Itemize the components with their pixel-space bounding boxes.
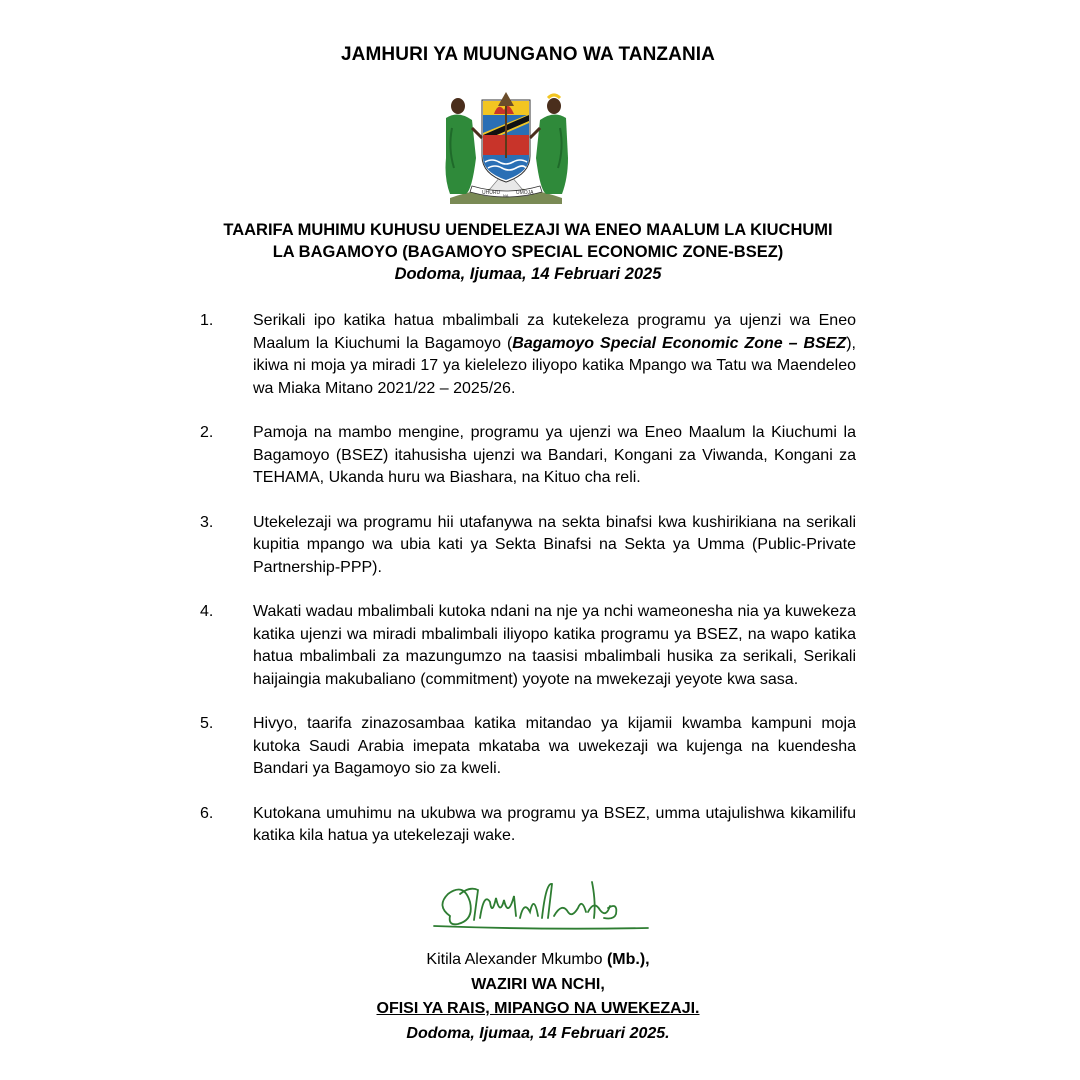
- handwritten-signature: [430, 872, 652, 944]
- item-number: 6.: [200, 804, 214, 822]
- country-heading: JAMHURI YA MUUNGANO WA TANZANIA: [341, 44, 715, 65]
- item-text-end: ), ikiwa ni moja ya miradi 17 ya kielelezo iliyopo katika Mpango wa Tatu wa Maendeleo wa Miaka Mitano 2021/22 – 2025/26.: [253, 334, 856, 397]
- item-number: 2.: [200, 424, 214, 441]
- signatory-date: Dodoma, Ijumaa, 14 Februari 2025.: [406, 1024, 670, 1042]
- item-number: 5.: [200, 715, 214, 732]
- item-text: [253, 310, 856, 400]
- emblem-motto-2: NA: [503, 193, 509, 198]
- item-number: 1.: [200, 312, 214, 329]
- item-text: Utekelezaji wa programu hii utafanywa na sekta binafsi kwa kushirikiana na serikali kupitia mpango wa ubia kati ya Sekta Binafsi na Sekta ya Umma (Public-Private Partnership-PPP).: [253, 513, 856, 576]
- statement-title: [0, 219, 1056, 285]
- statement-list: [200, 310, 856, 870]
- list-item: [200, 713, 856, 781]
- item-number: 3.: [200, 513, 214, 531]
- signatory-name: Kitila Alexander Mkumbo: [426, 951, 603, 968]
- list-item: [200, 310, 856, 400]
- signatory-office: OFISI YA RAIS, MIPANGO NA UWEKEZAJI.: [376, 1000, 700, 1017]
- item-number: 4.: [200, 603, 214, 620]
- emblem-motto-3: UMOJA: [516, 190, 534, 196]
- signature-block: [300, 948, 776, 1046]
- list-item: [200, 512, 856, 580]
- signatory-position: WAZIRI WA NCHI,: [471, 975, 605, 993]
- item-text: Wakati wadau mbalimbali kutoka ndani na nje ya nchi wameonesha nia ya kuwekeza katika ujenzi wa miradi mbalimbali iliyopo katika programu ya BSEZ, na wapo katika hatua mbalimbali za mazungumzo na taasisi mbalimbali husika za serikali, Serikali haijaingia makubaliano (commitment) yoyote na mwekezaji yeyote kwa sasa.: [253, 603, 856, 688]
- title-line-2: LA BAGAMOYO (BAGAMOYO SPECIAL ECONOMIC ZONE-BSEZ): [272, 243, 784, 261]
- emblem-motto-1: UHURU: [482, 190, 501, 196]
- list-item: [200, 803, 856, 848]
- list-item: [200, 422, 856, 490]
- signatory-name-line: [300, 948, 776, 973]
- item-text: Kutokana umuhimu na ukubwa wa programu ya BSEZ, umma utajulishwa kikamilifu katika kila hatua ya utekelezaji wake.: [253, 804, 856, 844]
- item-text: Pamoja na mambo mengine, programu ya ujenzi wa Eneo Maalum la Kiuchumi la Bagamoyo (BSEZ) itahusisha ujenzi wa Bandari, Kongani za Viwanda, Kongani za TEHAMA, Ukanda huru wa Biashara, na Kituo cha reli.: [253, 424, 856, 486]
- title-line-1: TAARIFA MUHIMU KUHUSU UENDELEZAJI WA ENEO MAALUM LA KIUCHUMI: [223, 221, 833, 239]
- coat-of-arms-emblem: [432, 78, 580, 210]
- list-item: [200, 601, 856, 691]
- item-text-start: Serikali ipo katika hatua mbalimbali za kutekeleza programu ya ujenzi wa Eneo Maalum la Kiuchumi la Bagamoyo (: [253, 312, 856, 352]
- signatory-honorific: (Mb.),: [606, 951, 650, 968]
- item-text: Hivyo, taarifa zinazosambaa katika mitandao ya kijamii kwamba kampuni moja kutoka Saudi Arabia imepata mkataba wa uwekezaji wa kujenga na kuendesha Bandari ya Bagamoyo sio za kweli.: [253, 715, 856, 777]
- item-text-emphasis: Bagamoyo Special Economic Zone – BSEZ: [512, 334, 847, 352]
- title-date: Dodoma, Ijumaa, 14 Februari 2025: [394, 265, 662, 283]
